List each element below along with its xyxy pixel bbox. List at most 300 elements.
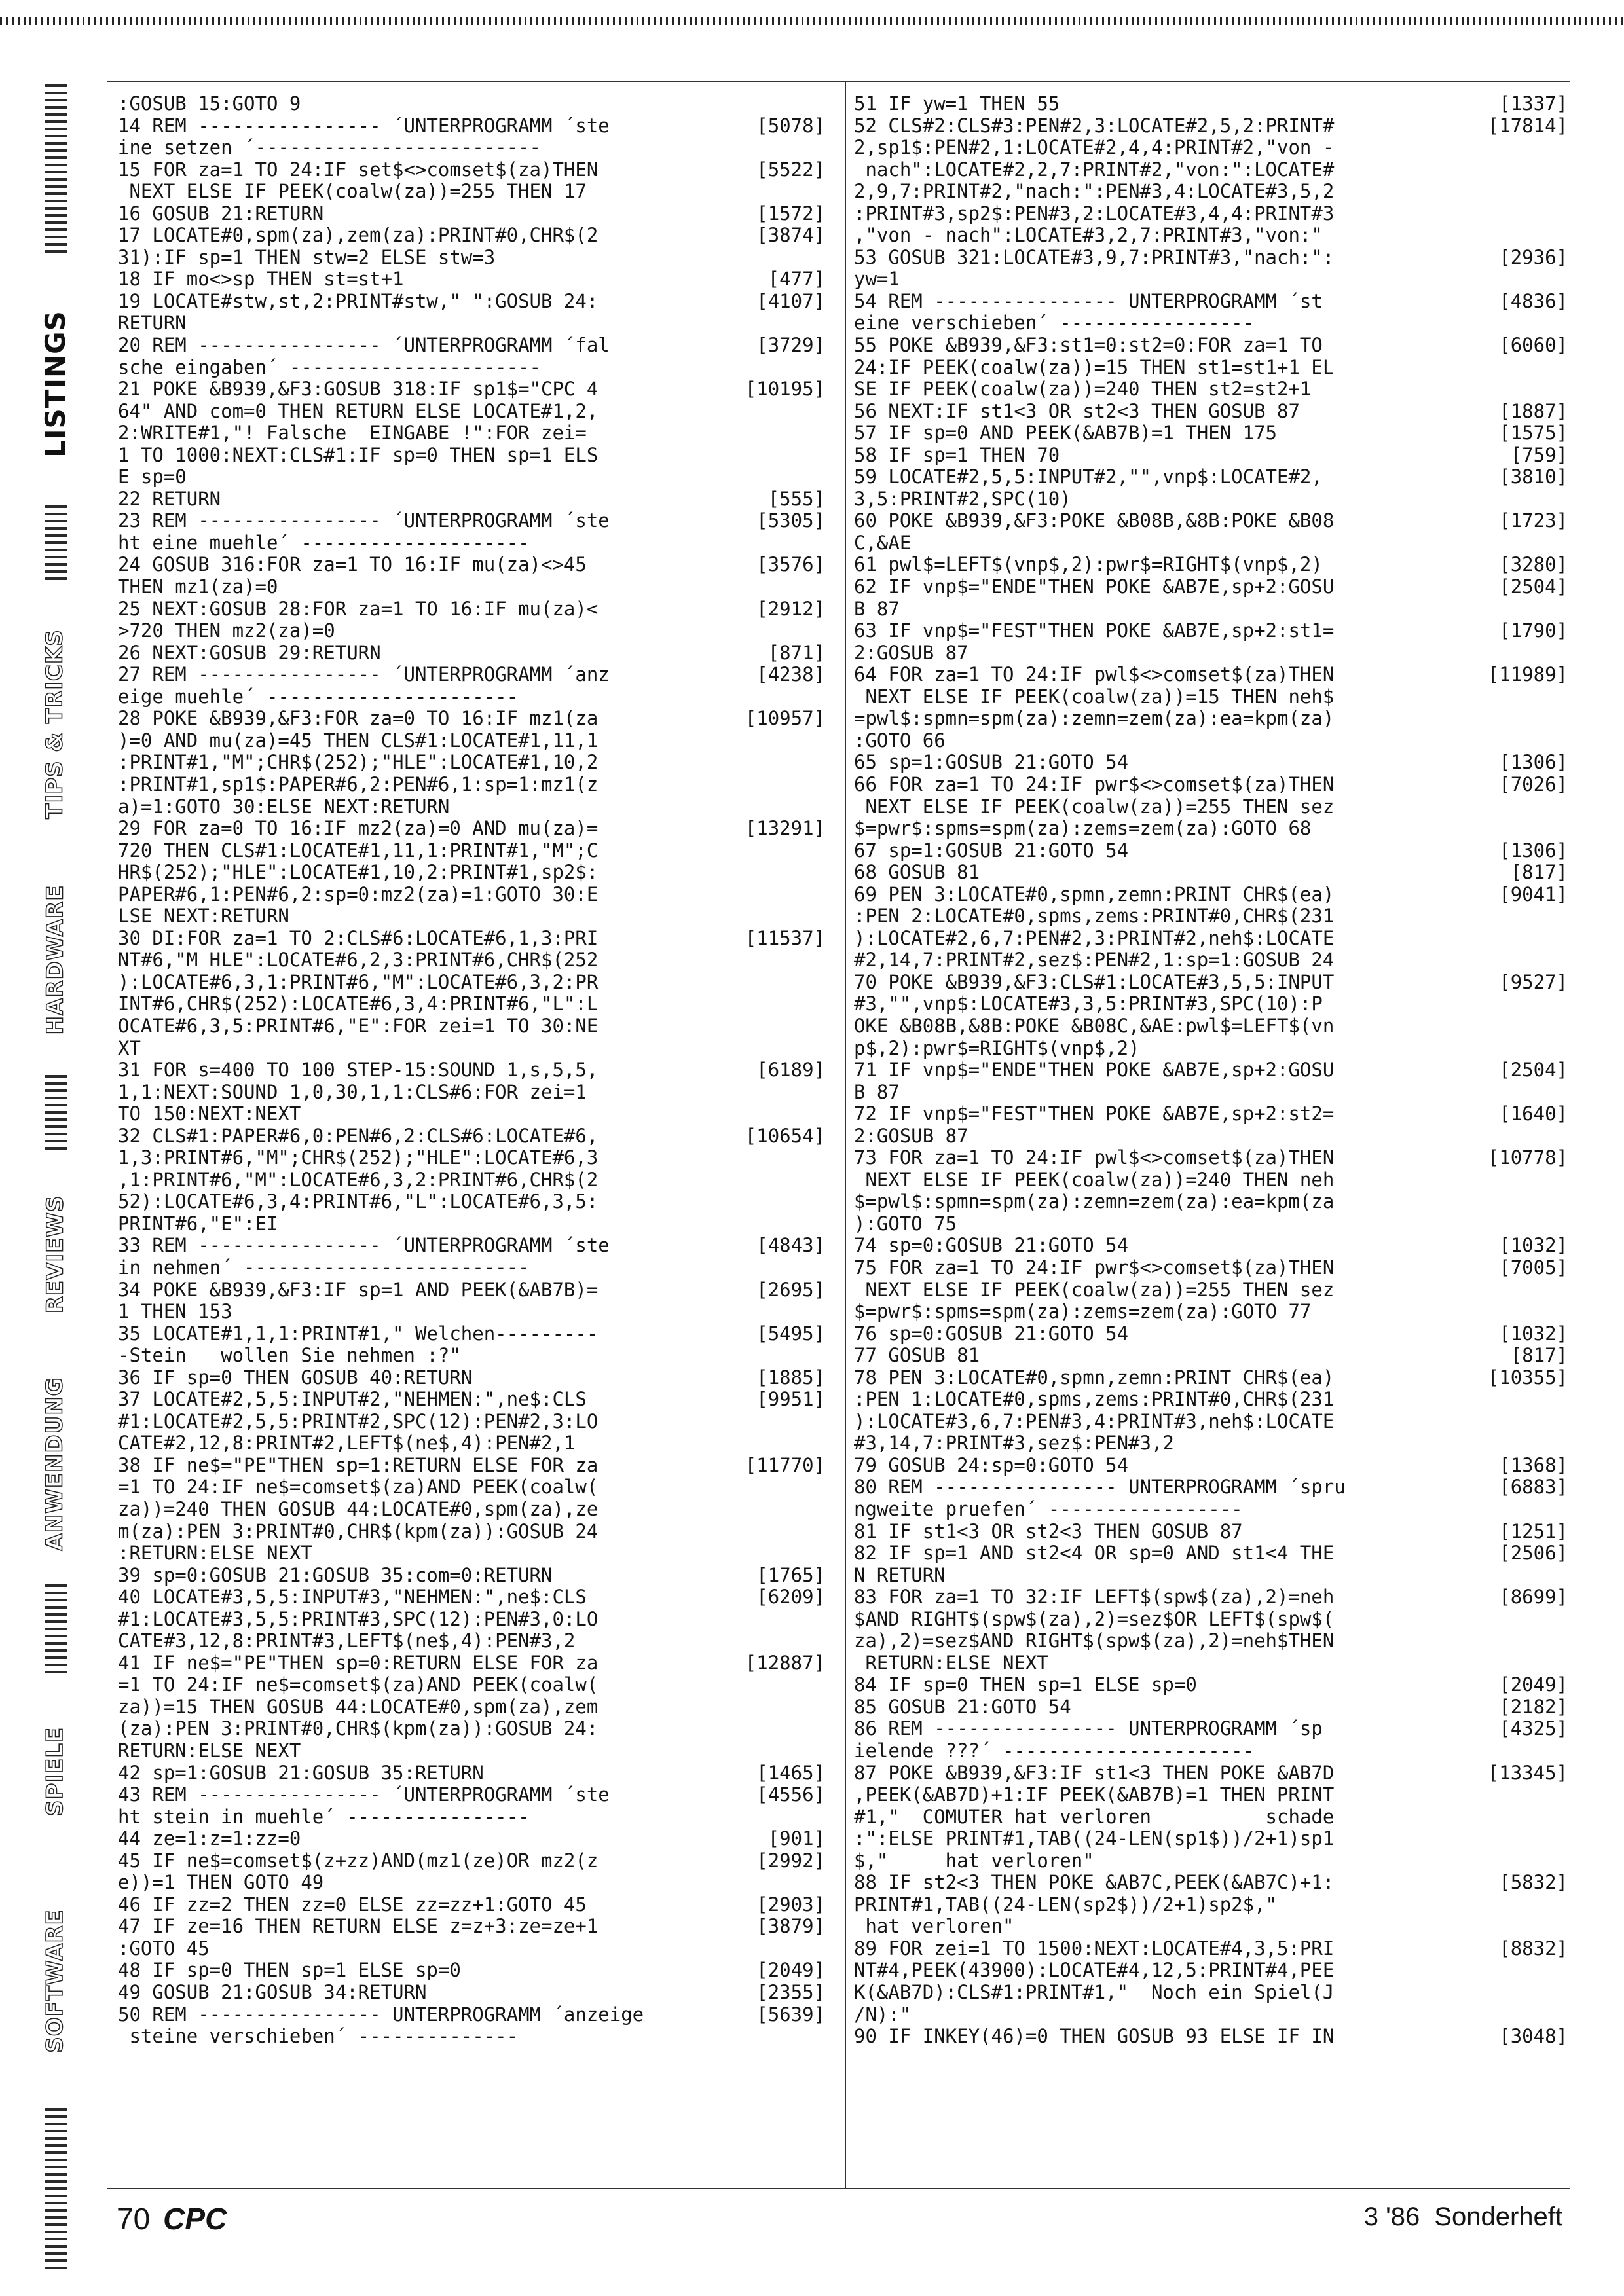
code-text: 61 pwl$=LEFT$(vnp$,2):pwr$=RIGHT$(vnp$,2) — [854, 553, 1323, 576]
code-line — [854, 1609, 1568, 1631]
code-text: 24:IF PEEK(coalw(za))=15 THEN st1=st1+1 EL — [854, 355, 1335, 378]
checksum: [2182] — [1499, 1695, 1568, 1718]
code-line — [854, 1959, 1568, 1982]
code-text: 72 IF vnp$="FEST"THEN POKE &AB7E,sp+2:st2= — [854, 1102, 1335, 1125]
checksum: [1251] — [1499, 1520, 1568, 1542]
code-line — [854, 115, 1568, 137]
code-line — [854, 510, 1568, 532]
code-text: 74 sp=0:GOSUB 21:GOTO 54 — [854, 1234, 1129, 1257]
code-line — [118, 1476, 825, 1499]
code-line — [118, 1850, 825, 1872]
checksum: [10778] — [1487, 1146, 1568, 1169]
code-line — [854, 730, 1568, 752]
code-line — [854, 949, 1568, 972]
code-text: 59 LOCATE#2,5,5:INPUT#2,"",vnp$:LOCATE#2, — [854, 465, 1323, 488]
code-text: eine verschieben´ ----------------- — [854, 312, 1255, 335]
checksum: [1572] — [756, 202, 825, 225]
code-text: :PRINT#1,sp1$:PAPER#6,2:PEN#6,1:sp=1:mz1(z — [118, 773, 599, 795]
code-line — [854, 1674, 1568, 1696]
code-line — [118, 401, 825, 423]
code-text: 2:GOSUB 87 — [854, 641, 969, 664]
code-line — [854, 1411, 1568, 1433]
code-line — [854, 203, 1568, 225]
code-text: 88 IF st2<3 THEN POKE &AB7C,PEEK(&AB7C)+1: — [854, 1871, 1335, 1894]
code-line — [854, 818, 1568, 840]
code-line — [118, 203, 825, 225]
code-text: 46 IF zz=2 THEN zz=0 ELSE zz=zz+1:GOTO 45 — [118, 1893, 587, 1916]
code-line — [118, 1982, 825, 2004]
code-line — [118, 93, 825, 115]
checksum: [5639] — [756, 2003, 825, 2026]
code-text: PRINT#6,"E":EI — [118, 1212, 278, 1235]
code-line — [854, 335, 1568, 357]
checksum: [2912] — [756, 597, 825, 620]
code-text: 71 IF vnp$="ENDE"THEN POKE &AB7E,sp+2:GOSU — [854, 1059, 1335, 1082]
checksum: [5305] — [756, 509, 825, 532]
checksum: [17814] — [1487, 114, 1568, 137]
code-text: 64" AND com=0 THEN RETURN ELSE LOCATE#1,2, — [118, 399, 599, 422]
code-text: HR$(252);"HLE":LOCATE#1,10,2:PRINT#1,sp2$: — [118, 861, 599, 884]
checksum: [12887] — [745, 1651, 825, 1674]
code-text: CATE#2,12,8:PRINT#2,LEFT$(ne$,4):PEN#2,1 — [118, 1432, 576, 1455]
code-text: 66 FOR za=1 TO 24:IF pwr$<>comset$(za)THEN — [854, 773, 1335, 795]
checksum: [4107] — [756, 289, 825, 312]
code-text: 54 REM ---------------- UNTERPROGRAMM ´st — [854, 289, 1323, 312]
code-line — [118, 1565, 825, 1587]
code-line — [118, 335, 825, 357]
checksum: [2049] — [1499, 1673, 1568, 1696]
checksum: [871] — [767, 641, 825, 664]
code-line — [118, 291, 825, 313]
code-line — [854, 1257, 1568, 1279]
checksum: [4238] — [756, 663, 825, 686]
code-text: m(za):PEN 3:PRINT#0,CHR$(kpm(za)):GOSUB 24 — [118, 1520, 599, 1542]
code-line — [118, 1630, 825, 1652]
code-text: :PEN 1:LOCATE#0,spms,zems:PRINT#0,CHR$(231 — [854, 1388, 1335, 1411]
code-text: B 87 — [854, 1080, 900, 1103]
code-text: #1:LOCATE#2,5,5:PRINT#2,SPC(12):PEN#2,3:LO — [118, 1410, 599, 1432]
code-line — [854, 620, 1568, 642]
checksum: [9951] — [756, 1388, 825, 1411]
code-line — [118, 1499, 825, 1521]
sidebar-label-text: SOFTWARE — [42, 1909, 69, 2053]
code-line — [118, 1323, 825, 1345]
checksum: [13345] — [1487, 1761, 1568, 1784]
code-line — [118, 1301, 825, 1323]
code-line — [854, 1565, 1568, 1587]
code-text: =1 TO 24:IF ne$=comset$(za)AND PEEK(coalw( — [118, 1476, 599, 1499]
code-text: :":ELSE PRINT#1,TAB((24-LEN(sp1$))/2+1)sp1 — [854, 1827, 1335, 1850]
code-text: 26 NEXT:GOSUB 29:RETURN — [118, 641, 381, 664]
code-line — [118, 664, 825, 686]
code-text: NEXT ELSE IF PEEK(coalw(za))=15 THEN neh$ — [854, 685, 1335, 708]
code-text: NT#6,"M HLE":LOCATE#6,2,3:PRINT#6,CHR$(252 — [118, 949, 599, 972]
code-text: ,PEEK(&AB7D)+1:IF PEEK(&AB7B)=1 THEN PRINT — [854, 1783, 1335, 1806]
code-line — [118, 1674, 825, 1696]
code-text: ):GOTO 75 — [854, 1212, 957, 1235]
code-line — [118, 1235, 825, 1257]
code-line — [118, 730, 825, 752]
code-text: 1 TO 1000:NEXT:CLS#1:IF sp=0 THEN sp=1 ELS — [118, 443, 599, 466]
code-text: a)=1:GOTO 30:ELSE NEXT:RETURN — [118, 795, 450, 818]
code-line — [118, 554, 825, 576]
code-text: 51 IF yw=1 THEN 55 — [854, 92, 1060, 115]
code-line — [854, 1586, 1568, 1609]
code-text: 18 IF mo<>sp THEN st=st+1 — [118, 268, 404, 291]
code-text: 25 NEXT:GOSUB 28:FOR za=1 TO 16:IF mu(za)< — [118, 597, 599, 620]
code-text: #3,"",vnp$:LOCATE#3,3,5:PRINT#3,SPC(10):P — [854, 993, 1323, 1015]
code-line — [854, 576, 1568, 598]
code-text: #3,14,7:PRINT#3,sez$:PEN#3,2 — [854, 1432, 1174, 1455]
code-text: yw=1 — [854, 268, 900, 291]
code-text: 47 IF ze=16 THEN RETURN ELSE z=z+3:ze=ze+1 — [118, 1915, 599, 1938]
checksum: [555] — [767, 487, 825, 510]
code-line — [118, 1762, 825, 1785]
code-text: 15 FOR za=1 TO 24:IF set$<>comset$(za)THEN — [118, 158, 599, 181]
code-line — [118, 1411, 825, 1433]
code-text: 70 POKE &B939,&F3:CLS#1:LOCATE#3,5,5:INPUT — [854, 970, 1335, 993]
code-line — [854, 1147, 1568, 1169]
code-line — [118, 993, 825, 1015]
checksum: [10195] — [745, 378, 825, 401]
checksum: [10957] — [745, 707, 825, 730]
code-line — [118, 708, 825, 730]
checksum: [5078] — [756, 114, 825, 137]
code-text: 36 IF sp=0 THEN GOSUB 40:RETURN — [118, 1366, 473, 1389]
code-line — [854, 1806, 1568, 1829]
code-text: 52 CLS#2:CLS#3:PEN#2,3:LOCATE#2,5,2:PRINT# — [854, 114, 1335, 137]
checksum: [7005] — [1499, 1256, 1568, 1279]
code-line — [118, 1718, 825, 1740]
code-line — [118, 598, 825, 621]
code-text: #2,14,7:PRINT#2,sez$:PEN#2,1:sp=1:GOSUB 24 — [854, 949, 1335, 972]
code-line — [854, 1652, 1568, 1675]
sidebar-label-anwendung — [41, 1359, 69, 1569]
code-line — [118, 576, 825, 598]
code-line — [854, 1542, 1568, 1565]
code-text: :RETURN:ELSE NEXT — [118, 1542, 312, 1565]
code-text: 16 GOSUB 21:RETURN — [118, 202, 324, 225]
checksum: [901] — [767, 1827, 825, 1850]
code-line — [118, 1586, 825, 1609]
code-line — [854, 862, 1568, 884]
code-text: 73 FOR za=1 TO 24:IF pwl$<>comset$(za)THEN — [854, 1146, 1335, 1169]
code-line — [854, 1103, 1568, 1125]
code-line — [854, 378, 1568, 401]
code-text: #1," COMUTER hat verloren schade — [854, 1805, 1335, 1828]
code-line — [854, 1938, 1568, 1960]
code-text: 2,sp1$:PEN#2,1:LOCATE#2,4,4:PRINT#2,"von - — [854, 136, 1335, 159]
code-text: 67 sp=1:GOSUB 21:GOTO 54 — [854, 839, 1129, 862]
code-line — [118, 1916, 825, 1938]
code-line — [118, 466, 825, 488]
code-line — [854, 137, 1568, 159]
code-line — [118, 796, 825, 818]
code-text: THEN mz1(za)=0 — [118, 575, 278, 598]
code-text: 89 FOR zei=1 TO 1500:NEXT:LOCATE#4,3,5:PRI — [854, 1937, 1335, 1959]
code-text: 45 IF ne$=comset$(z+zz)AND(mz1(ze)OR mz2(z — [118, 1849, 599, 1872]
code-line — [118, 137, 825, 159]
checksum: [8832] — [1499, 1937, 1568, 1959]
code-line — [854, 928, 1568, 950]
code-line — [118, 357, 825, 379]
code-line — [118, 949, 825, 972]
code-line — [854, 488, 1568, 511]
code-line — [854, 1169, 1568, 1192]
code-text: 2:WRITE#1,"! Falsche EINGABE !":FOR zei= — [118, 422, 587, 445]
section-sidebar — [41, 82, 69, 2269]
code-text: NEXT ELSE IF PEEK(coalw(za))=255 THEN sez — [854, 1278, 1335, 1301]
code-text: SE IF PEEK(coalw(za))=240 THEN st2=st2+1 — [854, 378, 1312, 401]
code-line — [854, 840, 1568, 862]
checksum: [3879] — [756, 1915, 825, 1938]
code-line — [118, 2004, 825, 2026]
code-text: ,1:PRINT#6,"M":LOCATE#6,3,2:PRINT#6,CHR$(2 — [118, 1168, 599, 1191]
sidebar-label-text: LISTINGS — [39, 310, 71, 458]
code-text: 58 IF sp=1 THEN 70 — [854, 443, 1060, 466]
code-line — [854, 2026, 1568, 2048]
code-text: 49 GOSUB 21:GOSUB 34:RETURN — [118, 1981, 427, 2004]
checksum: [13291] — [745, 817, 825, 840]
code-text: 33 REM ---------------- ´UNTERPROGRAMM ´ste — [118, 1234, 610, 1257]
code-line — [854, 1476, 1568, 1499]
code-line — [118, 532, 825, 555]
checksum: [8699] — [1499, 1586, 1568, 1609]
sidebar-stripe — [45, 501, 67, 580]
code-text: >720 THEN mz2(za)=0 — [118, 619, 335, 642]
checksum: [2903] — [756, 1893, 825, 1916]
code-text: 31):IF sp=1 THEN stw=2 ELSE stw=3 — [118, 246, 496, 268]
code-text: 56 NEXT:IF st1<3 OR st2<3 THEN GOSUB 87 — [854, 399, 1300, 422]
code-text: 39 sp=0:GOSUB 21:GOSUB 35:com=0:RETURN — [118, 1563, 553, 1586]
code-text: $," hat verloren" — [854, 1849, 1094, 1872]
checksum: [477] — [767, 268, 825, 291]
code-text: 3,5:PRINT#2,SPC(10) — [854, 487, 1071, 510]
code-line — [118, 1015, 825, 1038]
code-line — [854, 2004, 1568, 2026]
code-line — [854, 686, 1568, 708]
checksum: [759] — [1510, 443, 1568, 466]
code-text: $=pwl$:spmn=spm(za):zemn=zem(za):ea=kpm(za — [854, 1190, 1335, 1213]
code-line — [854, 1235, 1568, 1257]
checksum: [2504] — [1499, 575, 1568, 598]
code-text: 69 PEN 3:LOCATE#0,spmn,zemn:PRINT CHR$(ea) — [854, 883, 1335, 905]
code-line — [118, 862, 825, 884]
code-text: 41 IF ne$="PE"THEN sp=0:RETURN ELSE FOR za — [118, 1651, 599, 1674]
checksum: [4556] — [756, 1783, 825, 1806]
code-line — [118, 1894, 825, 1916]
code-line — [118, 1806, 825, 1829]
checksum: [2506] — [1499, 1542, 1568, 1565]
code-line — [854, 554, 1568, 576]
code-line — [118, 510, 825, 532]
checksum: [1032] — [1499, 1234, 1568, 1257]
sidebar-label-text: TIPS & TRICKS — [42, 629, 69, 819]
page-number: 70 — [117, 2202, 151, 2236]
code-line — [118, 1432, 825, 1455]
code-line — [854, 598, 1568, 621]
code-text: 19 LOCATE#stw,st,2:PRINT#stw," ":GOSUB 24: — [118, 289, 599, 312]
sidebar-label-text: REVIEWS — [42, 1195, 68, 1314]
code-text: 35 LOCATE#1,1,1:PRINT#1," Welchen--------- — [118, 1322, 599, 1345]
code-text: 42 sp=1:GOSUB 21:GOSUB 35:RETURN — [118, 1761, 484, 1784]
code-line — [854, 1894, 1568, 1916]
code-line — [118, 686, 825, 708]
code-line — [118, 818, 825, 840]
edition-label: Sonderheft — [1434, 2202, 1562, 2231]
code-text: :GOTO 45 — [118, 1937, 210, 1959]
code-line — [854, 466, 1568, 488]
code-text: 20 REM ---------------- ´UNTERPROGRAMM ´fal — [118, 334, 610, 357]
code-line — [118, 1345, 825, 1367]
code-line — [854, 972, 1568, 994]
code-text: 31 FOR s=400 TO 100 STEP-15:SOUND 1,s,5,5, — [118, 1059, 599, 1082]
code-text: 86 REM ---------------- UNTERPROGRAMM ´sp — [854, 1717, 1323, 1740]
code-text: :PEN 2:LOCATE#0,spms,zems:PRINT#0,CHR$(231 — [854, 905, 1335, 928]
code-text: )=0 AND mu(za)=45 THEN CLS#1:LOCATE#1,11,1 — [118, 729, 599, 752]
code-text: 21 POKE &B939,&F3:GOSUB 318:IF sp1$="CPC 4 — [118, 378, 599, 401]
code-line — [118, 1609, 825, 1631]
checksum: [1790] — [1499, 619, 1568, 642]
checksum: [10654] — [745, 1124, 825, 1147]
checksum: [6883] — [1499, 1476, 1568, 1499]
code-text: nach":LOCATE#2,2,7:PRINT#2,"von:":LOCATE# — [854, 158, 1335, 181]
code-line — [854, 291, 1568, 313]
listing-column-right — [854, 93, 1568, 2048]
code-line — [118, 1279, 825, 1302]
code-text: :PRINT#1,"M";CHR$(252);"HLE":LOCATE#1,10,2 — [118, 751, 599, 774]
sidebar-label-text: HARDWARE — [42, 884, 68, 1035]
code-text: 85 GOSUB 21:GOTO 54 — [854, 1695, 1071, 1718]
code-line — [854, 1082, 1568, 1104]
code-line — [854, 1850, 1568, 1872]
checksum: [2504] — [1499, 1059, 1568, 1082]
code-text: NEXT ELSE IF PEEK(coalw(za))=240 THEN neh — [854, 1168, 1335, 1191]
code-text: 24 GOSUB 316:FOR za=1 TO 16:IF mu(za)<>45 — [118, 553, 587, 576]
magazine-logo: CPC — [163, 2202, 227, 2236]
code-line — [118, 1191, 825, 1213]
code-text: PAPER#6,1:PEN#6,2:sp=0:mz2(za)=1:GOTO 30:E — [118, 883, 599, 905]
code-line — [854, 225, 1568, 247]
code-text: ht stein in muehle´ ---------------- — [118, 1805, 530, 1828]
code-line — [118, 752, 825, 774]
code-line — [854, 993, 1568, 1015]
code-text: 34 POKE &B939,&F3:IF sp=1 AND PEEK(&AB7B)= — [118, 1278, 599, 1301]
checksum: [1465] — [756, 1761, 825, 1784]
code-line — [118, 1959, 825, 1982]
code-line — [854, 1059, 1568, 1082]
checksum: [1032] — [1499, 1322, 1568, 1345]
code-line — [854, 1718, 1568, 1740]
sidebar-stripe — [45, 2105, 67, 2269]
code-line — [118, 1389, 825, 1411]
code-line — [854, 1828, 1568, 1850]
sidebar-label-tips — [41, 606, 69, 842]
checksum: [1337] — [1499, 92, 1568, 115]
code-line — [118, 1542, 825, 1565]
code-text: 29 FOR za=0 TO 16:IF mz2(za)=0 AND mu(za)= — [118, 817, 599, 840]
code-line — [854, 1432, 1568, 1455]
code-line — [854, 247, 1568, 269]
code-text: RETURN — [118, 312, 187, 335]
code-line — [118, 312, 825, 335]
code-text: 38 IF ne$="PE"THEN sp=1:RETURN ELSE FOR za — [118, 1453, 599, 1476]
code-line — [854, 1389, 1568, 1411]
code-text: :GOSUB 15:GOTO 9 — [118, 92, 301, 115]
code-text: /N):" — [854, 2003, 912, 2026]
code-line — [854, 159, 1568, 181]
code-text: 17 LOCATE#0,spm(za),zem(za):PRINT#0,CHR$(2 — [118, 224, 599, 247]
code-line — [854, 1367, 1568, 1389]
code-text: 1 THEN 153 — [118, 1300, 232, 1323]
code-text: 50 REM ---------------- UNTERPROGRAMM ´anzeige — [118, 2003, 644, 2026]
code-text: ):LOCATE#3,6,7:PEN#3,4:PRINT#3,neh$:LOCATE — [854, 1410, 1335, 1432]
code-line — [854, 1301, 1568, 1323]
sidebar-label-text: ANWENDUNG — [42, 1377, 68, 1551]
code-line — [118, 422, 825, 445]
code-text: 48 IF sp=0 THEN sp=1 ELSE sp=0 — [118, 1959, 461, 1982]
code-line — [854, 1872, 1568, 1894]
code-text: hat verloren" — [854, 1915, 1014, 1938]
code-text: 80 REM ---------------- UNTERPROGRAMM ´spru — [854, 1476, 1346, 1499]
code-text: 79 GOSUB 24:sp=0:GOTO 54 — [854, 1453, 1129, 1476]
checksum: [11537] — [745, 926, 825, 949]
code-line — [854, 181, 1568, 203]
checksum: [1575] — [1499, 422, 1568, 445]
checksum: [3280] — [1499, 553, 1568, 576]
code-text: (za):PEN 3:PRINT#0,CHR$(kpm(za)):GOSUB 24: — [118, 1717, 599, 1740]
code-line — [854, 664, 1568, 686]
code-line — [854, 1916, 1568, 1938]
code-line — [854, 93, 1568, 115]
code-text: 720 THEN CLS#1:LOCATE#1,11,1:PRINT#1,"M";C — [118, 839, 599, 862]
code-line — [118, 1455, 825, 1477]
code-line — [118, 1213, 825, 1235]
code-line — [118, 1872, 825, 1894]
code-text: eige muehle´ ---------------------- — [118, 685, 519, 708]
checksum: [2049] — [756, 1959, 825, 1982]
code-text: 28 POKE &B939,&F3:FOR za=0 TO 16:IF mz1(za — [118, 707, 599, 730]
code-text: -Stein wollen Sie nehmen :?" — [118, 1344, 461, 1367]
checksum: [1306] — [1499, 751, 1568, 774]
code-text: 82 IF sp=1 AND st2<4 OR sp=0 AND st1<4 THE — [854, 1542, 1335, 1565]
code-text: OKE &B08B,&8B:POKE &B08C,&AE:pwl$=LEFT$(vn — [854, 1014, 1335, 1037]
code-line — [118, 1169, 825, 1192]
sidebar-label-listings — [41, 285, 69, 482]
code-text: 52):LOCATE#6,3,4:PRINT#6,"L":LOCATE#6,3,5: — [118, 1190, 599, 1213]
code-text: 76 sp=0:GOSUB 21:GOTO 54 — [854, 1322, 1129, 1345]
code-text: $=pwr$:spms=spm(za):zems=zem(za):GOTO 77 — [854, 1300, 1312, 1323]
code-text: 43 REM ---------------- ´UNTERPROGRAMM ´ste — [118, 1783, 610, 1806]
code-text: 40 LOCATE#3,5,5:INPUT#3,"NEHMEN:",ne$:CLS — [118, 1586, 587, 1609]
code-line — [118, 1257, 825, 1279]
code-text: 2,9,7:PRINT#2,"nach:":PEN#3,4:LOCATE#3,5,2 — [854, 180, 1335, 203]
page-footer-right — [1350, 2202, 1562, 2232]
code-text: 27 REM ---------------- ´UNTERPROGRAMM ´anz — [118, 663, 610, 686]
checksum: [1723] — [1499, 509, 1568, 532]
code-text: 84 IF sp=0 THEN sp=1 ELSE sp=0 — [854, 1673, 1197, 1696]
code-text: ine setzen ´------------------------- — [118, 136, 542, 159]
code-line — [854, 1696, 1568, 1719]
code-line — [118, 247, 825, 269]
code-line — [118, 1696, 825, 1719]
code-text: =pwl$:spmn=spm(za):zemn=zem(za):ea=kpm(za) — [854, 707, 1335, 730]
code-line — [118, 1125, 825, 1148]
code-line — [118, 1652, 825, 1675]
code-text: E sp=0 — [118, 465, 187, 488]
checksum: [4325] — [1499, 1717, 1568, 1740]
code-line — [854, 1191, 1568, 1213]
